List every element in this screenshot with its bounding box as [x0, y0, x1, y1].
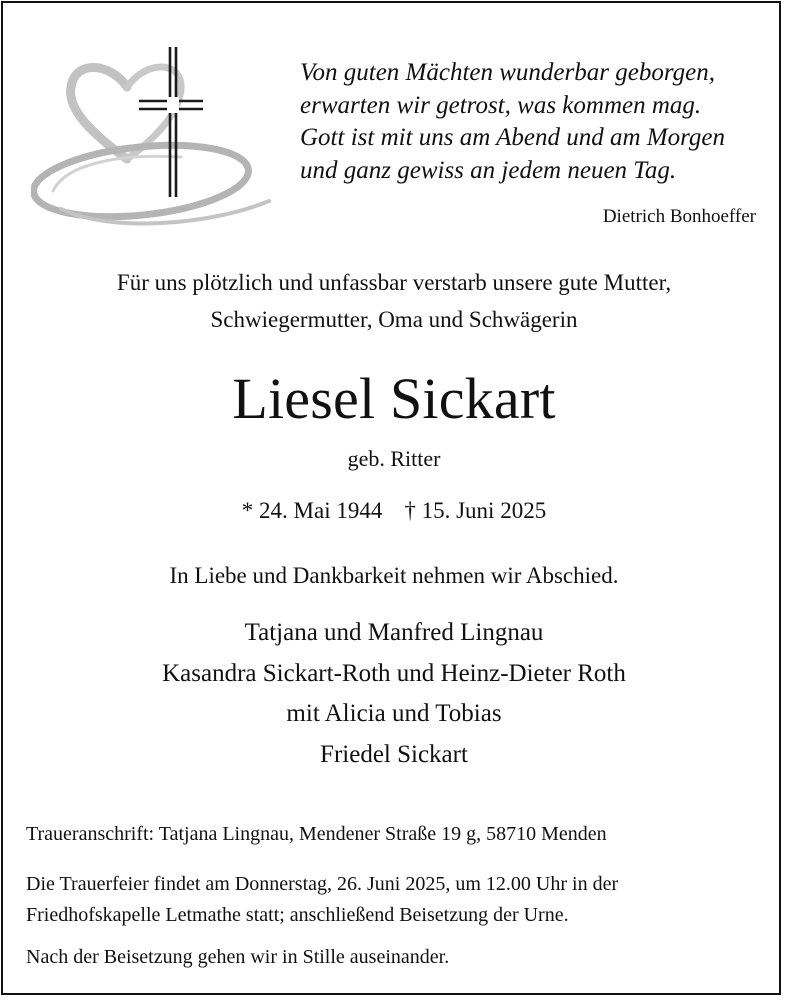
- mourning-address: Traueranschrift: Tatjana Lingnau, Mendener Straße 19 g, 58710 Menden: [26, 823, 607, 845]
- poem-line: und ganz gewiss an jedem neuen Tag.: [300, 156, 677, 184]
- funeral-details: [26, 869, 776, 931]
- maiden-name: geb. Ritter: [347, 446, 441, 471]
- poem-line: Von guten Mächten wunderbar geborgen,: [300, 59, 715, 86]
- ceremony-line: Friedhofskapelle Letmathe statt; anschließend Beisetzung der Urne.: [26, 904, 569, 926]
- ceremony-line: Die Trauerfeier findet am Donnerstag, 26. Juni 2025, um 12.00 Uhr in der: [26, 873, 619, 895]
- poem-line: Gott ist mit uns am Abend und am Morgen: [300, 124, 725, 151]
- farewell-text: In Liebe und Dankbarkeit nehmen wir Abschied.: [169, 563, 619, 588]
- mourners-list: [3, 613, 785, 775]
- deceased-name: Liesel Sickart: [232, 366, 556, 431]
- closing-note: Nach der Beisetzung gehen wir in Stille auseinander.: [26, 946, 450, 968]
- bonhoeffer-poem: [300, 57, 770, 187]
- birth-date: * 24. Mai 1944: [241, 498, 383, 523]
- mourner-line: Tatjana und Manfred Lingnau: [244, 619, 544, 646]
- announcement-line: Für uns plötzlich und unfassbar verstarb unsere gute Mutter,: [116, 270, 672, 295]
- mourner-line: Friedel Sickart: [320, 740, 468, 768]
- obituary-notice: [1, 1, 781, 995]
- mourner-line: Kasandra Sickart-Roth und Heinz-Dieter Roth: [162, 659, 626, 687]
- announcement-line: Schwiegermutter, Oma und Schwägerin: [210, 307, 578, 332]
- poem-author: Dietrich Bonhoeffer: [602, 206, 756, 227]
- cross-heart-icon: [31, 41, 281, 231]
- death-date: † 15. Juni 2025: [404, 498, 547, 523]
- life-dates: [3, 495, 785, 527]
- mourner-line: mit Alicia und Tobias: [286, 700, 502, 727]
- poem-line: erwarten wir getrost, was kommen mag.: [300, 91, 702, 119]
- announcement-text: [3, 264, 785, 338]
